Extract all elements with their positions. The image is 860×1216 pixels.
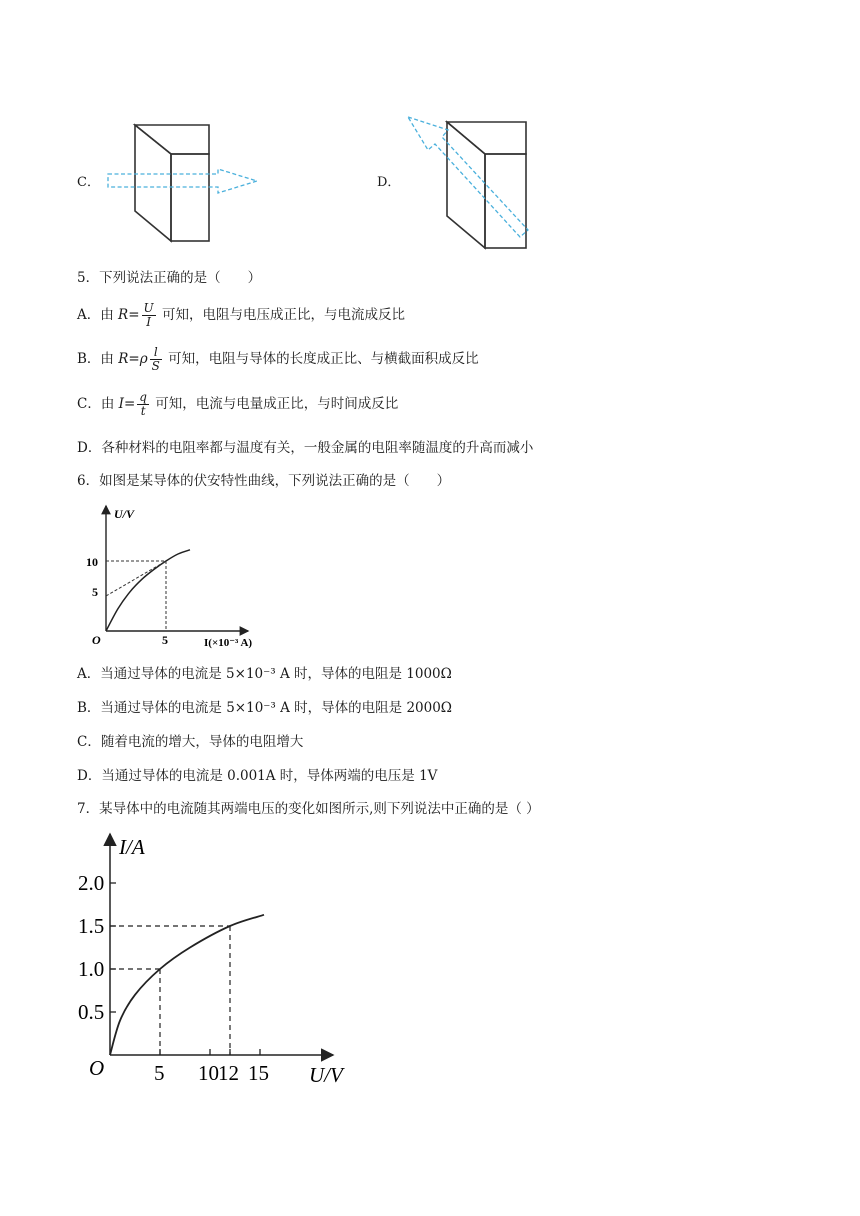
q6-option-a: A．当通过导体的电流是 5×10⁻³ A 时，导体的电阻是 1000Ω [77, 666, 452, 682]
q6-stem: 6．如图是某导体的伏安特性曲线，下列说法正确的是（ ） [77, 473, 451, 489]
q5-option-c: C．由 I= $\frac{q}{t}$ 可知，电流与电量成正比，与时间成反比 [77, 390, 399, 418]
q7-y-tick-label: 1.0 [78, 957, 105, 981]
q6-y-label: U/V [114, 507, 135, 521]
q5-option-b: B．由 R=ρ $\frac{l}{S}$ 可知，电阻与导体的长度成正比、与横截面积成反比 [77, 345, 479, 373]
q6-origin-label: O [92, 633, 101, 647]
q5-option-d: D．各种材料的电阻率都与温度有关，一般金属的电阻率随温度的升高而减小 [77, 440, 534, 456]
q6-option-d: D．当通过导体的电流是 0.001A 时，导体两端的电压是 1V [77, 768, 438, 784]
q6-y-tick-10: 10 [86, 555, 98, 569]
q6-curve [106, 550, 190, 631]
option-c-label: C． [77, 175, 100, 190]
q7-y-tick-label: 1.5 [78, 914, 105, 938]
q7-y-tick-label: 2.0 [78, 871, 105, 895]
q6-option-c: C．随着电流的增大，导体的电阻增大 [77, 734, 304, 750]
q6-x-tick-5: 5 [162, 633, 168, 647]
q6-option-b: B．当通过导体的电流是 5×10⁻³ A 时，导体的电阻是 2000Ω [77, 700, 453, 716]
q6-chart [80, 500, 290, 652]
option-c-figure [100, 118, 270, 248]
q7-stem: 7．某导体中的电流随其两端电压的变化如图所示,则下列说法中正确的是（ ） [77, 801, 540, 817]
q6-x-label: I(×10⁻³ A) [204, 637, 253, 649]
fraction-q-over-t: $\frac{q}{t}$ [139, 390, 147, 418]
q7-origin-label: O [89, 1056, 105, 1080]
q5-stem: 5．下列说法正确的是（ ） [77, 270, 262, 286]
q7-curve [110, 915, 264, 1055]
option-d-label: D． [377, 175, 401, 190]
option-d-figure [400, 112, 540, 257]
q7-x-tick-label: 10 [198, 1061, 219, 1085]
q7-chart [75, 826, 365, 1091]
q7-x-tick-label: 5 [154, 1061, 165, 1085]
q7-x-label: U/V [309, 1063, 343, 1087]
q7-x-tick-label: 15 [248, 1061, 269, 1085]
q6-y-tick-5: 5 [92, 585, 98, 599]
q7-x-tick-label: 12 [218, 1061, 239, 1085]
q5-option-a: A．由 R= $\frac{U}{I}$ 可知，电阻与电压成正比，与电流成反比 [77, 301, 405, 329]
q7-y-tick-label: 0.5 [78, 1000, 105, 1024]
fraction-u-over-i: $\frac{U}{I}$ [143, 301, 154, 329]
q7-y-label: I/A [119, 835, 145, 859]
fraction-l-over-s: $\frac{l}{S}$ [151, 345, 160, 373]
